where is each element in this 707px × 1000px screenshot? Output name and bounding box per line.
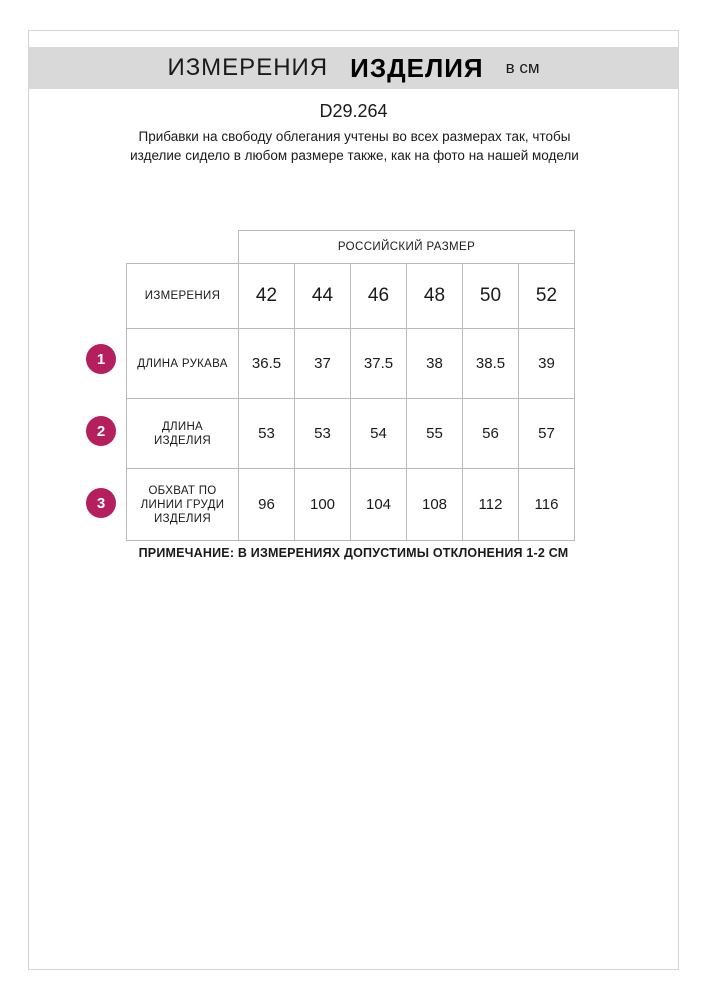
measurements-table xyxy=(126,230,575,541)
cell-sleeve-44: 37 xyxy=(295,329,351,399)
fit-note: Прибавки на свободу облегания учтены во всех размерах так, чтобы изделие сидело в любом размере также, как на фото на нашей модели xyxy=(130,129,579,163)
row-label-chest-girth: ОБХВАТ ПО ЛИНИИ ГРУДИ ИЗДЕЛИЯ xyxy=(127,469,239,541)
table-header-row xyxy=(127,264,575,329)
cell-length-52: 57 xyxy=(519,399,575,469)
cell-chest-42: 96 xyxy=(239,469,295,541)
cell-sleeve-42: 36.5 xyxy=(239,329,295,399)
cell-length-48: 55 xyxy=(407,399,463,469)
cell-sleeve-48: 38 xyxy=(407,329,463,399)
size-header-44: 44 xyxy=(295,264,351,329)
header-title-measurements: ИЗМЕРЕНИЯ xyxy=(167,54,329,81)
header-title-product: ИЗДЕЛИЯ xyxy=(350,52,484,83)
size-header-48: 48 xyxy=(407,264,463,329)
cell-chest-46: 104 xyxy=(351,469,407,541)
cell-sleeve-52: 39 xyxy=(519,329,575,399)
cell-sleeve-50: 38.5 xyxy=(463,329,519,399)
cell-length-44: 53 xyxy=(295,399,351,469)
table-row xyxy=(127,469,575,541)
cell-length-46: 54 xyxy=(351,399,407,469)
badge-marker-3: 3 xyxy=(86,488,116,518)
cell-length-50: 56 xyxy=(463,399,519,469)
group-header-russian-size: РОССИЙСКИЙ РАЗМЕР xyxy=(239,231,575,264)
size-header-50: 50 xyxy=(463,264,519,329)
row-label-sleeve-length: ДЛИНА РУКАВА xyxy=(127,329,239,399)
header-unit: в см xyxy=(505,58,540,77)
table-corner-cell xyxy=(127,231,239,264)
cell-sleeve-46: 37.5 xyxy=(351,329,407,399)
cell-length-42: 53 xyxy=(239,399,295,469)
cell-chest-48: 108 xyxy=(407,469,463,541)
table-group-header-row xyxy=(127,231,575,264)
cell-chest-52: 116 xyxy=(519,469,575,541)
badge-marker-2: 2 xyxy=(86,416,116,446)
size-header-46: 46 xyxy=(351,264,407,329)
tolerance-note: ПРИМЕЧАНИЕ: В ИЗМЕРЕНИЯХ ДОПУСТИМЫ ОТКЛОНЕНИЯ 1-2 СМ xyxy=(138,546,569,560)
row-label-product-length: ДЛИНА ИЗДЕЛИЯ xyxy=(127,399,239,469)
table-row xyxy=(127,399,575,469)
page-header xyxy=(29,47,678,89)
size-header-52: 52 xyxy=(519,264,575,329)
size-header-42: 42 xyxy=(239,264,295,329)
header-measurements-label: ИЗМЕРЕНИЯ xyxy=(127,264,239,329)
size-chart-page xyxy=(28,30,679,970)
product-code: D29.264 xyxy=(319,101,388,121)
table-row xyxy=(127,329,575,399)
cell-chest-50: 112 xyxy=(463,469,519,541)
cell-chest-44: 100 xyxy=(295,469,351,541)
badge-marker-1: 1 xyxy=(86,344,116,374)
